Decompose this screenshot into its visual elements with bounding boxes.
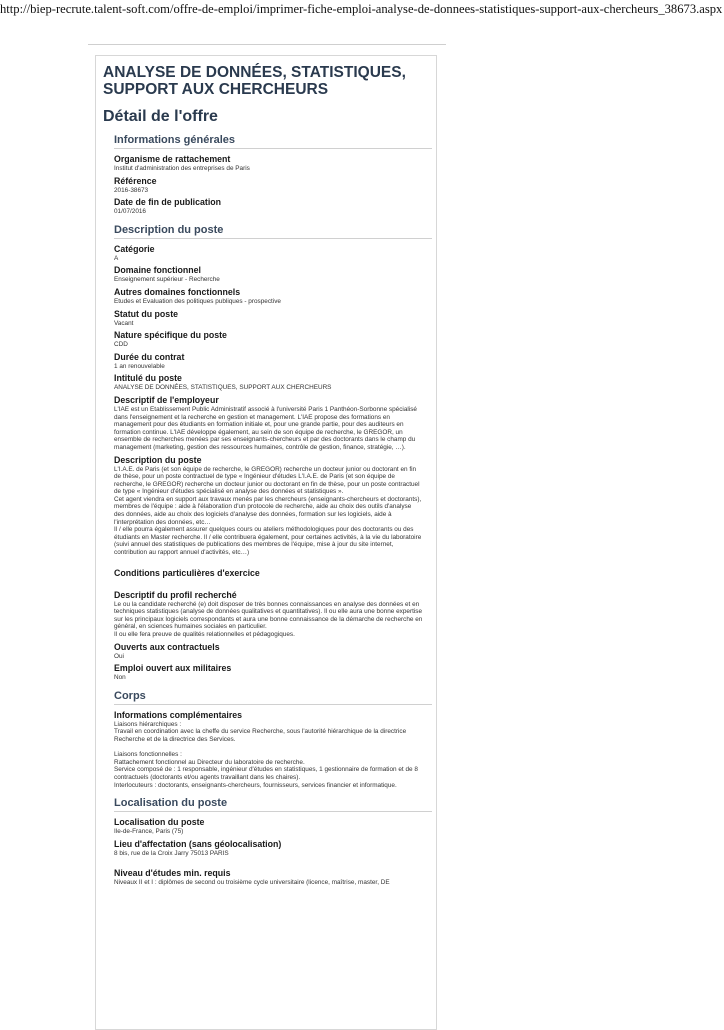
field-label: Date de fin de publication	[114, 197, 222, 208]
field-label: Statut du poste	[114, 308, 179, 319]
field-value: 01/07/2016	[114, 208, 146, 216]
field-organisme	[114, 154, 432, 173]
field-value: L'IAE est un Etablissement Public Administratif associé à l'université Paris 1 Panthéon-Sorbonne spécialisé dans l'enseignement et la recherche en gestion et management. L'IAE propose des formations en management pour des étudiants en formation initiale et, pour une grande partie, pour des auditeurs en formation continue. L'IAE développe également, au sein de son équipe de recherche, le GREGOR, un ensemble de recherches menées par ses enseignants-chercheurs et par des doctorants dans le champ du management (marketing, gestion des ressources humaines, contrôle de gestion, finance, stratégie, …).	[114, 405, 417, 451]
field-value: Le ou la candidate recherché (e) doit disposer de très bonnes connaissances en analyse des données et en techniques statistiques (analyse de données qualitatives et quantitatives). Il ou elle aura une bonne expertise sur les principaux logiciels correspondants et aura une bonne connaissance de la démarche de recherche en général, en sciences humaines sociales en particulier. Il ou elle fera preuve de qualités relationnelles et pédagogiques.	[114, 600, 423, 638]
field-militaires	[114, 663, 432, 682]
section-title-general: Informations générales	[114, 134, 432, 149]
field-value: Ile-de-France, Paris (75)	[114, 828, 184, 836]
section-title-description: Description du poste	[114, 224, 432, 239]
field-value: L'I.A.E. de Paris (et son équipe de recherche, le GREGOR) recherche un docteur junior ou doctorant en fin de thèse, pour un poste contractuel de type « Ingénieur d'études L'I.A.E. de Paris (et son équipe de recherche, le GREGOR) recherche un docteur junior ou doctorant en fin de thèse, pour un poste contractuel de type « Ingénieur d'études spécialisé en analyse des données et statistiques ». Cet agent viendra en support aux travaux menés par les chercheurs (enseignants-chercheurs et doctorants), membres de l'équipe : aide à l'élaboration d'un protocole de recherche, aide au choix des outils d'analyse des données, aide au choix des logiciels d'analyse des données, formation sur les logiciels, aide à l'interprétation des données, etc… Il / elle pourra également assurer quelques cours ou ateliers méthodologiques pour des doctorants ou des étudiants en Master recherche. Il / elle contribuera également, pour certaines activités, à la vie du laboratoire (suivi annuel des statistiques de publications des membres de l'équipe, mise à jour du site internet, contribution au rapport annuel d'activités, etc…)	[114, 465, 422, 557]
section-title-localisation: Localisation du poste	[114, 797, 432, 812]
field-intitule	[114, 373, 432, 392]
field-autres-domaines	[114, 287, 432, 306]
field-value: ANALYSE DE DONNÉES, STATISTIQUES, SUPPORT AUX CHERCHEURS	[114, 384, 332, 392]
field-value: A	[114, 254, 119, 262]
field-label: Descriptif de l'employeur	[114, 394, 219, 405]
field-value: Niveaux II et I : diplômes de second ou troisième cycle universitaire (licence, maîtrise, master, DE	[114, 879, 390, 887]
field-nature	[114, 330, 432, 349]
field-localisation	[114, 817, 432, 836]
section-general	[114, 134, 432, 887]
field-value: 2016-38673	[114, 186, 149, 194]
field-value: Non	[114, 674, 126, 682]
divider	[88, 44, 446, 45]
field-value: Oui	[114, 652, 124, 660]
field-end-date	[114, 197, 432, 216]
field-label: Intitulé du poste	[114, 373, 182, 384]
job-title: ANALYSE DE DONNÉES, STATISTIQUES, SUPPORT AUX CHERCHEURS	[103, 64, 406, 98]
field-label: Descriptif du profil recherché	[114, 589, 237, 600]
job-offer-card	[95, 55, 437, 1030]
section-title-corps: Corps	[114, 690, 432, 705]
field-employeur	[114, 395, 432, 452]
field-description	[114, 455, 432, 557]
field-label: Localisation du poste	[114, 817, 205, 828]
field-domaine	[114, 265, 432, 284]
field-profil	[114, 590, 432, 639]
page-url: http://biep-recrute.talent-soft.com/offre-de-emploi/imprimer-fiche-emploi-analyse-de-donnees-statistiques-support-aux-chercheurs_38673.aspx	[0, 2, 723, 16]
field-value: Institut d'administration des entreprises de Paris	[114, 165, 250, 172]
field-categorie	[114, 244, 432, 263]
field-value: 8 bis, rue de la Croix Jarry 75013 PARIS	[114, 849, 229, 857]
field-label: Niveau d'études min. requis	[114, 868, 231, 879]
field-value: Liaisons hiérarchiques : Travail en coordination avec la cheffe du service Recherche, sous l'autorité hiérarchique de la directrice Recherche et de la directrice des Services. Liaisons fonctionnelles : Rattachement fonctionnel au Directeur du laboratoire de recherche. Service composé de : 1 responsable, ingénieur d'études en statistiques, 1 gestionnaire de formation et de 8 contractuels (doctorants et/ou agents travaillant dans les chaires). Interlocuteurs : doctorants, enseignants-chercheurs, fournisseurs, services financier et informatique.	[114, 720, 418, 789]
field-value: Enseignement supérieur - Recherche	[114, 276, 220, 284]
field-statut	[114, 309, 432, 328]
field-niveau-etudes	[114, 868, 432, 887]
field-informations	[114, 710, 432, 789]
field-lieu	[114, 839, 432, 858]
field-value: CDD	[114, 341, 128, 349]
field-value: Etudes et Evaluation des politiques publiques - prospective	[114, 297, 281, 305]
field-value: 1 an renouvelable	[114, 362, 165, 370]
field-label: Ouverts aux contractuels	[114, 641, 220, 652]
field-value: Vacant	[114, 319, 134, 327]
field-label: Organisme de rattachement	[114, 154, 231, 164]
field-label: Nature spécifique du poste	[114, 330, 227, 341]
field-label: Lieu d'affectation (sans géolocalisation)	[114, 838, 282, 849]
field-label: Emploi ouvert aux militaires	[114, 663, 232, 674]
field-label: Référence	[114, 175, 157, 186]
field-label: Autres domaines fonctionnels	[114, 286, 241, 297]
field-label: Informations complémentaires	[114, 709, 243, 720]
field-contractuels	[114, 642, 432, 661]
field-label: Catégorie	[114, 243, 155, 254]
field-duree	[114, 352, 432, 371]
field-label: Conditions particulières d'exercice	[114, 567, 260, 578]
field-label: Domaine fonctionnel	[114, 265, 201, 276]
field-label: Durée du contrat	[114, 351, 185, 362]
page-heading: Détail de l'offre	[103, 108, 218, 125]
field-conditions	[114, 568, 432, 579]
field-reference	[114, 176, 432, 195]
field-label: Description du poste	[114, 454, 202, 465]
